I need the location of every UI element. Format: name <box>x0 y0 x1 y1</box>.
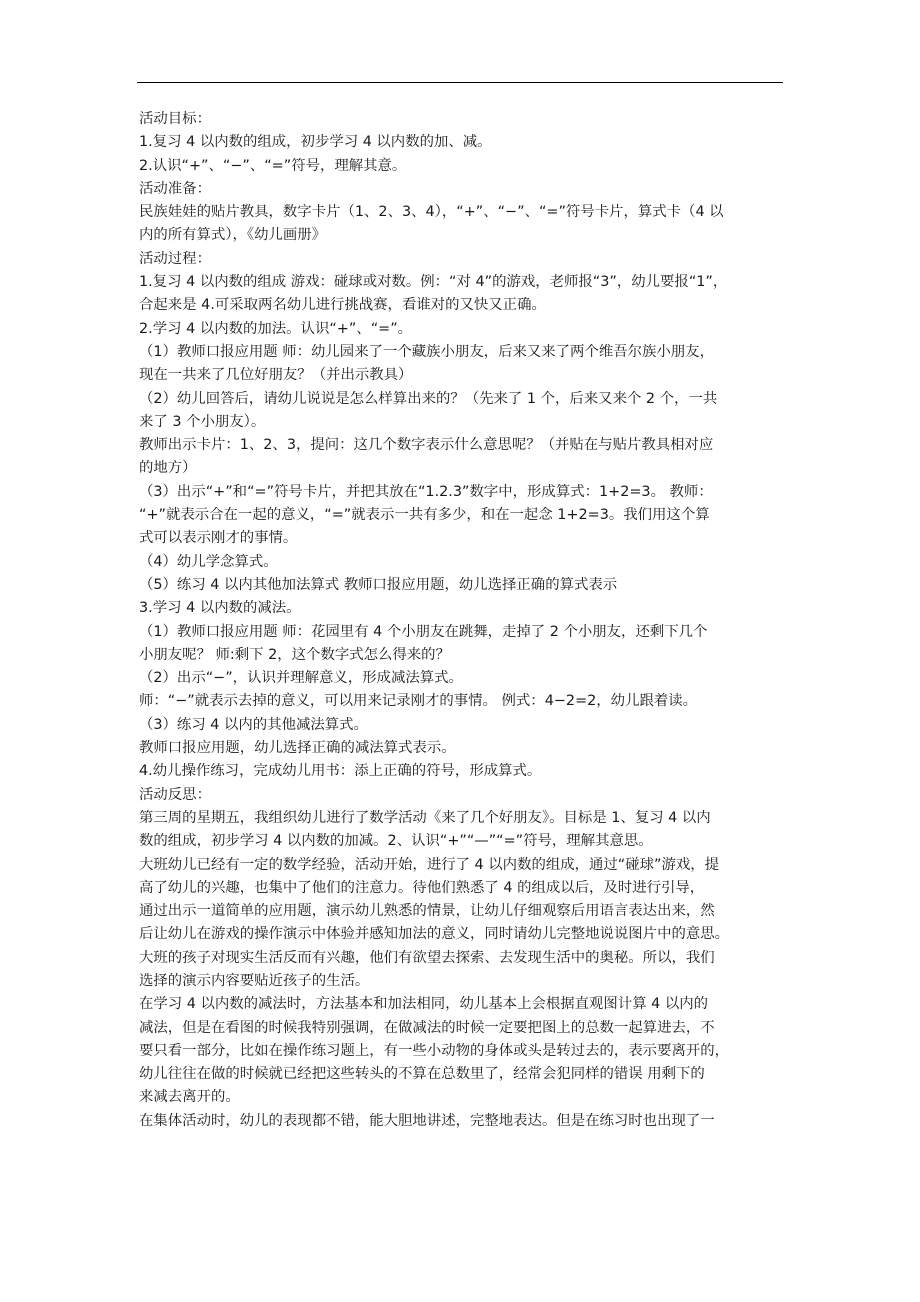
text-line: 教师口报应用题，幼儿选择正确的减法算式表示。 <box>139 740 456 757</box>
text-line: “+”就表示合在一起的意义，“=”就表示一共有多少，和在一起念 1+2=3。我们用这个算 <box>139 507 710 524</box>
text-line: 数的组成，初步学习 4 以内数的加减。2、认识“+”“—”“=”符号，理解其意思。 <box>139 833 653 850</box>
text-line: （3）练习 4 以内的其他减法算式。 <box>139 716 368 733</box>
text-line: 来了 3 个小朋友）。 <box>139 413 266 430</box>
header-rule <box>137 82 783 83</box>
text-line: 活动过程： <box>139 250 211 267</box>
text-line: （2）幼儿回答后，请幼儿说说是怎么样算出来的？（先来了 1 个，后来又来个 2 个，一共 <box>139 390 718 407</box>
text-line: 通过出示一道简单的应用题，演示幼儿熟悉的情景，让幼儿仔细观察后用语言表达出来，然 <box>139 903 715 920</box>
text-line: 在集体活动时，幼儿的表现都不错，能大胆地讲述，完整地表达。但是在练习时也出现了一 <box>139 1112 715 1129</box>
text-line: 4.幼儿操作练习，完成幼儿用书：添上正确的符号，形成算式。 <box>139 763 542 780</box>
text-line: 后让幼儿在游戏的操作演示中体验并感知加法的意义，同时请幼儿完整地说说图片中的意思。 <box>139 926 730 943</box>
text-line: 小朋友呢？ 师:剩下 2，这个数字式怎么得来的？ <box>139 646 450 663</box>
text-line: 2.学习 4 以内数的加法。认识“+”、“=”。 <box>139 320 413 337</box>
text-line: 师：“−”就表示去掉的意义，可以用来记录刚才的事情。 例式：4−2=2，幼儿跟着读。 <box>139 693 698 710</box>
text-line: 大班幼儿已经有一定的数学经验，活动开始，进行了 4 以内数的组成，通过“碰球”游戏，提 <box>139 856 720 873</box>
text-line: 的地方） <box>139 460 197 477</box>
text-line: 民族娃娃的贴片教具，数字卡片（1、2、3、4），“+”、“−”、“=”符号卡片，算式卡（4 以 <box>139 204 724 221</box>
text-line: 选择的演示内容要贴近孩子的生活。 <box>139 972 370 989</box>
text-line: 在学习 4 以内数的减法时，方法基本和加法相同，幼儿基本上会根据直观图计算 4 以内的 <box>139 996 709 1013</box>
text-line: 现在一共来了几位好朋友？（并出示教具） <box>139 367 413 384</box>
text-line: 合起来是 4.可采取两名幼儿进行挑战赛，看谁对的又快又正确。 <box>139 297 546 314</box>
text-line: （2）出示“−”，认识并理解意义，形成减法算式。 <box>139 670 463 687</box>
text-line: 内的所有算式），《幼儿画册》 <box>139 227 327 244</box>
text-line: 1.复习 4 以内数的组成，初步学习 4 以内数的加、减。 <box>139 134 492 151</box>
text-line: （1）教师口报应用题 师：幼儿园来了一个藏族小朋友，后来又来了两个维吾尔族小朋友， <box>139 343 714 360</box>
document-body <box>139 108 787 1133</box>
text-line: 要只看一部分，比如在操作练习题上，有一些小动物的身体或头是转过去的，表示要离开的， <box>139 1042 730 1059</box>
text-line: 幼儿往往在做的时候就已经把这些转头的不算在总数里了，经常会犯同样的错误 用剩下的 <box>139 1066 705 1083</box>
text-line: 教师出示卡片：1、2、3，提问：这几个数字表示什么意思呢？（并贴在与贴片教具相对应 <box>139 437 714 454</box>
text-line: 2.认识“+”、“−”、“=”符号，理解其意。 <box>139 157 407 174</box>
text-line: 活动反思： <box>139 786 211 803</box>
text-line: （3）出示“+”和“=”符号卡片，并把其放在“1.2.3”数字中，形成算式：1+2=3。 教师： <box>139 483 713 500</box>
text-line: （5）练习 4 以内其他加法算式 教师口报应用题，幼儿选择正确的算式表示 <box>139 576 618 593</box>
text-line: 式可以表示刚才的事情。 <box>139 530 298 547</box>
text-line: 高了幼儿的兴趣，也集中了他们的注意力。待他们熟悉了 4 的组成以后，及时进行引导， <box>139 879 705 896</box>
text-line: 第三周的星期五，我组织幼儿进行了数学活动《来了几个好朋友》。目标是 1、复习 4 以内 <box>139 809 711 826</box>
text-line: 活动目标： <box>139 111 211 127</box>
text-line: 1.复习 4 以内数的组成 游戏：碰球或对数。例：“对 4”的游戏，老师报“3”，幼儿要报“1”， <box>139 274 728 291</box>
text-line: 减法，但是在看图的时候我特别强调，在做减法的时候一定要把图上的总数一起算进去，不 <box>139 1019 715 1036</box>
text-line: 大班的孩子对现实生活反而有兴趣，他们有欲望去探索、去发现生活中的奥秘。所以，我们 <box>139 949 715 966</box>
text-line: 活动准备： <box>139 180 211 197</box>
text-line: （4）幼儿学念算式。 <box>139 553 278 570</box>
text-line: 来减去离开的。 <box>139 1089 240 1106</box>
text-line: （1）教师口报应用题 师：花园里有 4 个小朋友在跳舞，走掉了 2 个小朋友，还剩下几个 <box>139 623 708 640</box>
text-line: 3.学习 4 以内数的减法。 <box>139 600 301 617</box>
